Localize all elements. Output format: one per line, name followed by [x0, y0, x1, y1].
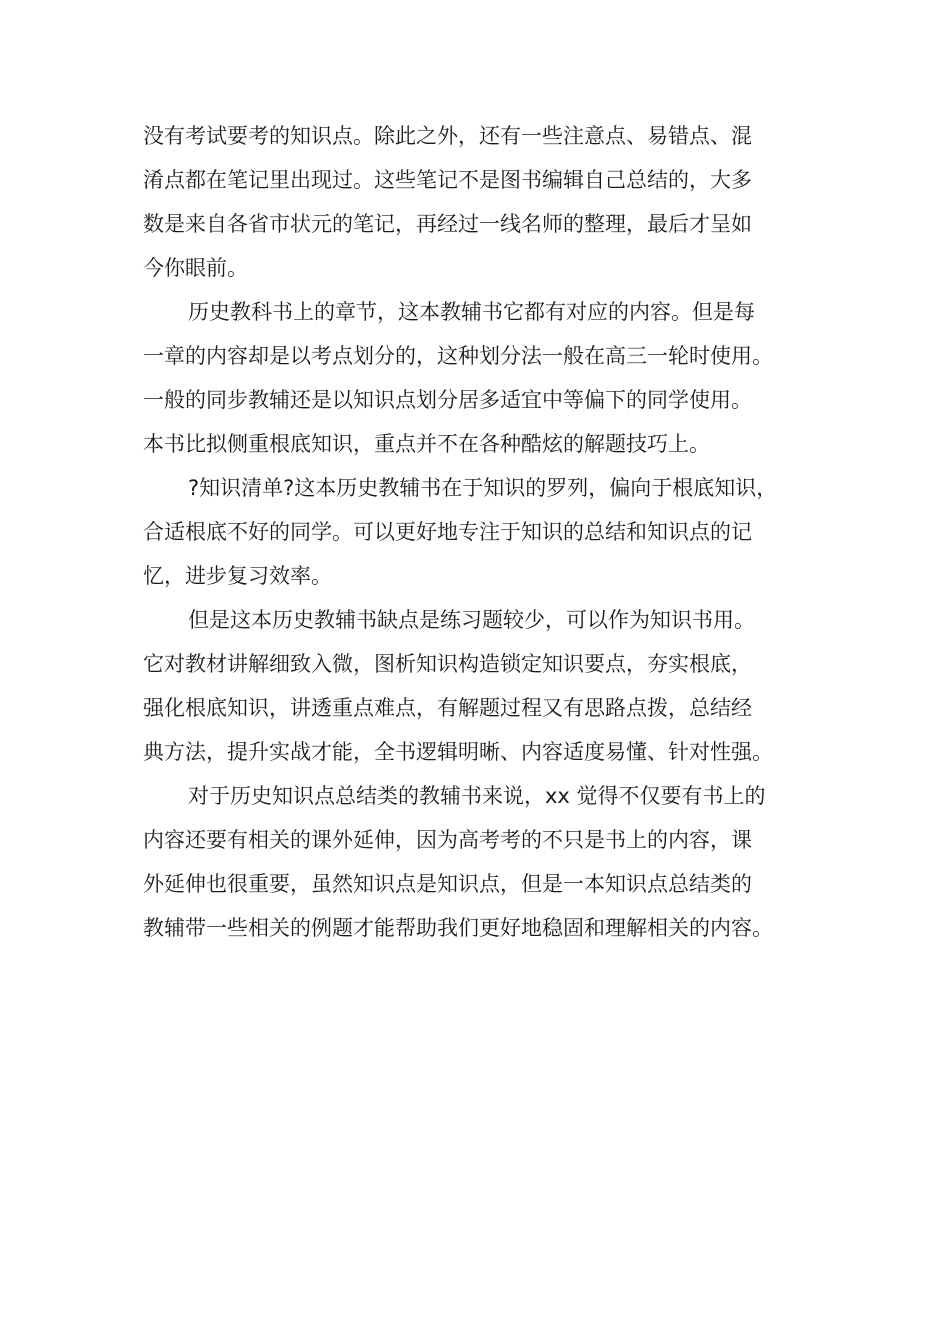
text-line: 没有考试要考的知识点。除此之外，还有一些注意点、易错点、混: [143, 124, 752, 148]
paragraph-3: [143, 466, 823, 598]
text-line: 一般的同步教辅还是以知识点划分居多适宜中等偏下的同学使用。: [143, 388, 752, 412]
text-line: 对于历史知识点总结类的教辅书来说，xx 觉得不仅要有书上的: [188, 784, 766, 808]
text-line: 数是来自各省市状元的笔记，再经过一线名师的整理，最后才呈如: [143, 212, 752, 236]
text-line: 它对教材讲解细致入微，图析知识构造锁定知识要点，夯实根底，: [143, 652, 752, 676]
paragraph-1: [143, 114, 823, 290]
text-line: 教辅带一些相关的例题才能帮助我们更好地稳固和理解相关的内容。: [143, 916, 773, 940]
text-line: 本书比拟侧重根底知识，重点并不在各种酷炫的解题技巧上。: [143, 432, 710, 456]
text-line: ?知识清单?这本历史教辅书在于知识的罗列，偏向于根底知识，: [188, 476, 778, 500]
text-line: 忆，进步复习效率。: [143, 564, 332, 588]
text-line: 典方法，提升实战才能，全书逻辑明晰、内容适度易懂、针对性强。: [143, 740, 773, 764]
text-line: 一章的内容却是以考点划分的，这种划分法一般在高三一轮时使用。: [143, 344, 773, 368]
text-line: 今你眼前。: [143, 256, 248, 280]
text-line: 淆点都在笔记里出现过。这些笔记不是图书编辑自己总结的，大多: [143, 168, 752, 192]
text-line: 但是这本历史教辅书缺点是练习题较少，可以作为知识书用。: [188, 608, 755, 632]
paragraph-5: [143, 774, 823, 950]
body-text: [143, 114, 823, 950]
text-line: 外延伸也很重要，虽然知识点是知识点，但是一本知识点总结类的: [143, 872, 752, 896]
text-line: 强化根底知识，讲透重点难点，有解题过程又有思路点拨，总结经: [143, 696, 752, 720]
text-line: 合适根底不好的同学。可以更好地专注于知识的总结和知识点的记: [143, 520, 752, 544]
paragraph-4: [143, 598, 823, 774]
text-line: 内容还要有相关的课外延伸，因为高考考的不只是书上的内容，课: [143, 828, 752, 852]
text-line: 历史教科书上的章节，这本教辅书它都有对应的内容。但是每: [188, 300, 755, 324]
paragraph-2: [143, 290, 823, 466]
